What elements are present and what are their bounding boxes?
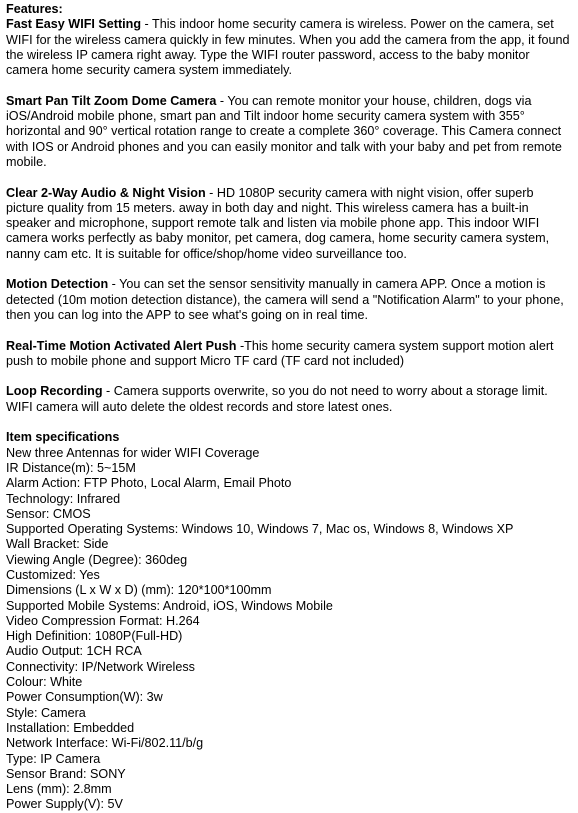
- feature-paragraph: [6, 384, 572, 415]
- spec-item: High Definition: 1080P(Full-HD): [6, 629, 183, 644]
- spec-item: Style: Camera: [6, 705, 86, 720]
- feature-text: - HD 1080P security camera with night vision, offer superb picture quality from 15 meters. away in both day and night. This wireless camera has a built-in speaker and microphone, support remote talk and listen via mobile phone app. This indoor WIFI camera works perfectly as baby monitor, pet camera, dog camera, home security camera system, nanny cam etc. It is suitable for office/shop/home video surveillance too.: [6, 185, 550, 261]
- feature-paragraph: [6, 277, 572, 323]
- feature-paragraph: [6, 94, 572, 170]
- spec-item: IR Distance(m): 5~15M: [6, 460, 136, 475]
- spec-item: Dimensions (L x W x D) (mm): 120*100*100mm: [6, 583, 272, 598]
- feature-title: Motion Detection: [6, 277, 109, 292]
- spec-item: Sensor: CMOS: [6, 506, 91, 521]
- spec-item: New three Antennas for wider WIFI Coverage: [6, 445, 260, 460]
- spec-item: Network Interface: Wi-Fi/802.11/b/g: [6, 736, 204, 751]
- spec-item: Alarm Action: FTP Photo, Local Alarm, Email Photo: [6, 476, 292, 491]
- spec-item: Type: IP Camera: [6, 751, 101, 766]
- feature-text: - You can set the sensor sensitivity manually in camera APP. Once a motion is detected (10m motion detection distance), the camera will send a "Notification Alarm" to your phone, then you can log into the APP to see what's going on in real time.: [6, 277, 564, 322]
- spec-item: Supported Mobile Systems: Android, iOS, Windows Mobile: [6, 598, 333, 613]
- feature-text: - Camera supports overwrite, so you do not need to worry about a storage limit. WIFI camera will auto delete the oldest records and store latest ones.: [6, 384, 548, 414]
- feature-paragraph: [6, 339, 572, 370]
- spec-item: Video Compression Format: H.264: [6, 613, 200, 628]
- feature-title: Clear 2-Way Audio & Night Vision: [6, 185, 206, 200]
- spec-item: Installation: Embedded: [6, 720, 135, 735]
- spec-item: Lens (mm): 2.8mm: [6, 782, 112, 797]
- feature-text: - You can remote monitor your house, children, dogs via iOS/Android mobile phone, smart pan and Tilt indoor home security camera system with 355° horizontal and 90° vertical rotation range to create a complete 360° coverage. This Camera connect with IOS or Android phones and you can easily monitor and talk with your baby and pet from remote mobile.: [6, 93, 562, 169]
- spec-item: Colour: White: [6, 675, 83, 690]
- specs-list: [6, 446, 572, 813]
- spec-item: Power Consumption(W): 3w: [6, 690, 163, 705]
- spec-item: Customized: Yes: [6, 567, 100, 582]
- specs-heading: Item specifications: [6, 430, 120, 445]
- feature-paragraph: [6, 17, 572, 78]
- spec-item: Audio Output: 1CH RCA: [6, 644, 142, 659]
- spec-item: Wall Bracket: Side: [6, 537, 109, 552]
- spec-item: Connectivity: IP/Network Wireless: [6, 659, 195, 674]
- spec-item: Supported Operating Systems: Windows 10, Windows 7, Mac os, Windows 8, Windows XP: [6, 522, 514, 537]
- spec-item: Technology: Infrared: [6, 491, 121, 506]
- feature-title: Fast Easy WIFI Setting: [6, 17, 142, 32]
- spec-item: Sensor Brand: SONY: [6, 766, 126, 781]
- feature-title: Smart Pan Tilt Zoom Dome Camera: [6, 93, 217, 108]
- feature-title: Real-Time Motion Activated Alert Push: [6, 338, 237, 353]
- feature-paragraph: [6, 186, 572, 262]
- spec-item: Viewing Angle (Degree): 360deg: [6, 552, 188, 567]
- features-list: [6, 17, 572, 415]
- feature-text: - This indoor home security camera is wireless. Power on the camera, set WIFI for the wireless camera quickly in few minutes. When you add the camera from the app, it found the wireless IP camera right away. Type the WIFI router password, access to the baby monitor camera home security camera system immediately.: [6, 17, 570, 78]
- features-heading: Features:: [6, 2, 63, 16]
- feature-title: Loop Recording: [6, 384, 103, 399]
- feature-text: -This home security camera system support motion alert push to mobile phone and support Micro TF card (TF card not included): [6, 338, 554, 368]
- spec-item: Power Supply(V): 5V: [6, 797, 123, 812]
